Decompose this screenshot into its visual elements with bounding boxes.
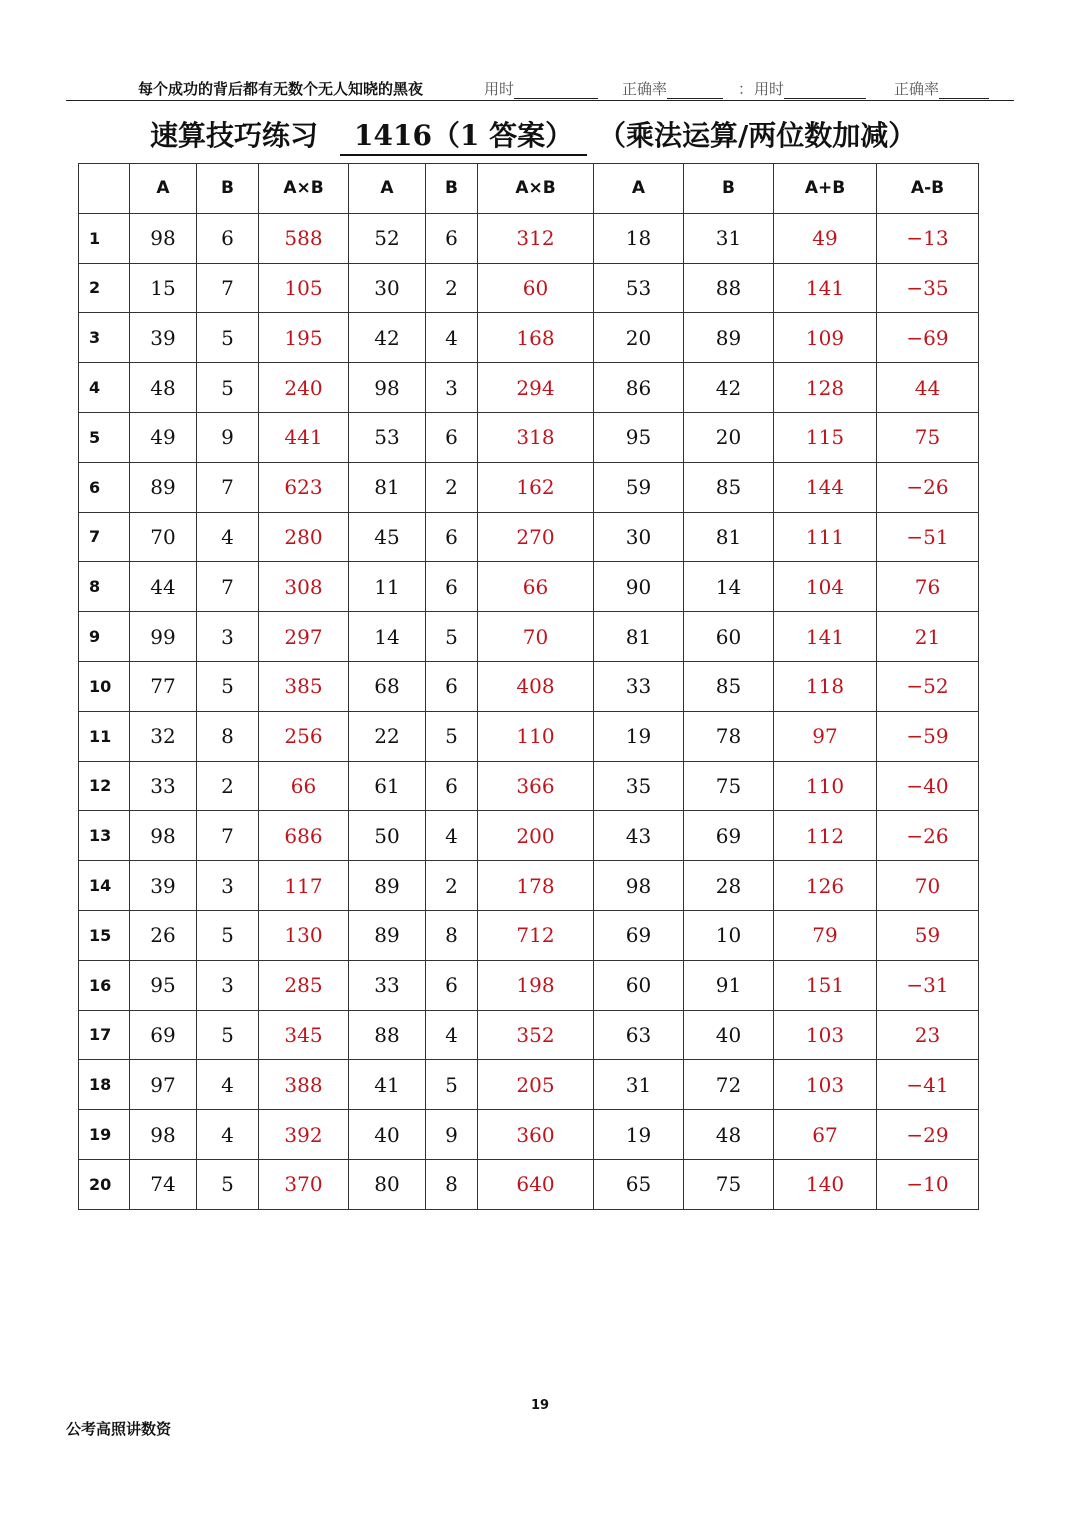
table-row [79, 910, 979, 960]
answer-cell: 66 [259, 761, 349, 811]
answer-cell: 318 [478, 412, 594, 462]
operand-cell: 98 [349, 363, 426, 413]
operand-cell: 7 [197, 811, 259, 861]
answer-cell: 366 [478, 761, 594, 811]
operand-cell: 4 [197, 512, 259, 562]
table-row [79, 960, 979, 1010]
answer-cell: 285 [259, 960, 349, 1010]
operand-cell: 60 [684, 612, 774, 662]
title-number: 1416（1 答案） [340, 114, 587, 156]
accuracy-blank-1[interactable] [667, 84, 723, 99]
operand-cell: 19 [594, 711, 684, 761]
operand-cell: 11 [349, 562, 426, 612]
accuracy-blank-2[interactable] [939, 84, 989, 99]
header-motto: 每个成功的背后都有无数个无人知晓的黑夜 [138, 80, 424, 98]
operand-cell: 3 [426, 363, 478, 413]
answer-cell: −31 [877, 960, 979, 1010]
operand-cell: 33 [130, 761, 197, 811]
time-field-1 [484, 78, 598, 99]
operand-cell: 5 [426, 1060, 478, 1110]
accuracy-field-1 [622, 78, 723, 99]
operand-cell: 59 [594, 462, 684, 512]
answer-cell: 360 [478, 1110, 594, 1160]
operand-cell: 86 [594, 363, 684, 413]
table-row [79, 661, 979, 711]
operand-cell: 69 [684, 811, 774, 861]
row-number: 8 [79, 562, 130, 612]
operand-cell: 14 [684, 562, 774, 612]
operand-cell: 42 [349, 313, 426, 363]
table-row [79, 811, 979, 861]
accuracy-label-1: 正确率 [622, 80, 668, 98]
answer-cell: 128 [774, 363, 877, 413]
operand-cell: 6 [426, 412, 478, 462]
operand-cell: 77 [130, 661, 197, 711]
operand-cell: 5 [197, 1010, 259, 1060]
row-number: 10 [79, 661, 130, 711]
table-row [79, 1060, 979, 1110]
operand-cell: 74 [130, 1159, 197, 1209]
operand-cell: 4 [197, 1110, 259, 1160]
answer-cell: −69 [877, 313, 979, 363]
table-row [79, 562, 979, 612]
operand-cell: 5 [197, 363, 259, 413]
operand-cell: 81 [594, 612, 684, 662]
answer-cell: 195 [259, 313, 349, 363]
operand-cell: 69 [130, 1010, 197, 1060]
operand-cell: 5 [197, 910, 259, 960]
operand-cell: 98 [594, 861, 684, 911]
operand-cell: 41 [349, 1060, 426, 1110]
answer-cell: 352 [478, 1010, 594, 1060]
operand-cell: 39 [130, 313, 197, 363]
answer-cell: 256 [259, 711, 349, 761]
row-number: 20 [79, 1159, 130, 1209]
table-body [79, 213, 979, 1209]
operand-cell: 48 [684, 1110, 774, 1160]
answer-cell: 140 [774, 1159, 877, 1209]
answer-cell: 21 [877, 612, 979, 662]
page-header [66, 76, 1014, 101]
operand-cell: 2 [426, 462, 478, 512]
answer-cell: 270 [478, 512, 594, 562]
column-header: A [349, 164, 426, 214]
operand-cell: 89 [349, 910, 426, 960]
answer-cell: 178 [478, 861, 594, 911]
operand-cell: 4 [197, 1060, 259, 1110]
table-row [79, 1159, 979, 1209]
operand-cell: 98 [130, 213, 197, 263]
operand-cell: 19 [594, 1110, 684, 1160]
answer-cell: 70 [877, 861, 979, 911]
answer-cell: 79 [774, 910, 877, 960]
answer-cell: 168 [478, 313, 594, 363]
operand-cell: 35 [594, 761, 684, 811]
operand-cell: 3 [197, 960, 259, 1010]
answer-cell: 126 [774, 861, 877, 911]
operand-cell: 2 [197, 761, 259, 811]
answer-cell: 392 [259, 1110, 349, 1160]
answer-cell: 408 [478, 661, 594, 711]
operand-cell: 81 [349, 462, 426, 512]
row-number: 12 [79, 761, 130, 811]
operand-cell: 8 [426, 1159, 478, 1209]
row-number: 14 [79, 861, 130, 911]
table-row [79, 462, 979, 512]
operand-cell: 88 [349, 1010, 426, 1060]
column-header: A×B [478, 164, 594, 214]
operand-cell: 40 [349, 1110, 426, 1160]
column-header: B [197, 164, 259, 214]
column-header: B [684, 164, 774, 214]
operand-cell: 26 [130, 910, 197, 960]
operand-cell: 70 [130, 512, 197, 562]
answer-cell: 104 [774, 562, 877, 612]
operand-cell: 39 [130, 861, 197, 911]
operand-cell: 45 [349, 512, 426, 562]
row-number: 16 [79, 960, 130, 1010]
operand-cell: 28 [684, 861, 774, 911]
operand-cell: 61 [349, 761, 426, 811]
answer-cell: 198 [478, 960, 594, 1010]
answer-cell: 388 [259, 1060, 349, 1110]
operand-cell: 30 [594, 512, 684, 562]
operand-cell: 75 [684, 1159, 774, 1209]
answer-cell: 117 [259, 861, 349, 911]
answer-cell: 294 [478, 363, 594, 413]
title-subtitle: （乘法运算/两位数加减） [598, 119, 917, 152]
table-row [79, 612, 979, 662]
accuracy-label-2: 正确率 [894, 80, 940, 98]
operand-cell: 40 [684, 1010, 774, 1060]
operand-cell: 80 [349, 1159, 426, 1209]
column-header: A [130, 164, 197, 214]
page-title [150, 110, 950, 154]
operand-cell: 85 [684, 462, 774, 512]
operand-cell: 8 [197, 711, 259, 761]
operand-cell: 14 [349, 612, 426, 662]
operand-cell: 7 [197, 562, 259, 612]
operand-cell: 3 [197, 612, 259, 662]
table-row [79, 363, 979, 413]
row-number: 1 [79, 213, 130, 263]
operand-cell: 6 [426, 661, 478, 711]
separator: ： [738, 80, 754, 98]
row-number: 19 [79, 1110, 130, 1160]
table-row [79, 1010, 979, 1060]
answer-cell: −10 [877, 1159, 979, 1209]
answer-cell: 370 [259, 1159, 349, 1209]
answer-cell: 640 [478, 1159, 594, 1209]
operand-cell: 32 [130, 711, 197, 761]
answer-cell: 105 [259, 263, 349, 313]
operand-cell: 8 [426, 910, 478, 960]
answer-cell: 59 [877, 910, 979, 960]
operand-cell: 9 [426, 1110, 478, 1160]
operand-cell: 53 [349, 412, 426, 462]
table-header-row [79, 164, 979, 214]
answer-cell: −29 [877, 1110, 979, 1160]
answer-cell: 240 [259, 363, 349, 413]
operand-cell: 99 [130, 612, 197, 662]
operand-cell: 52 [349, 213, 426, 263]
answer-cell: 686 [259, 811, 349, 861]
operand-cell: 30 [349, 263, 426, 313]
operand-cell: 31 [684, 213, 774, 263]
operand-cell: 5 [426, 612, 478, 662]
answer-cell: 141 [774, 263, 877, 313]
operand-cell: 98 [130, 1110, 197, 1160]
answer-cell: −13 [877, 213, 979, 263]
answer-cell: −26 [877, 462, 979, 512]
accuracy-field-2 [894, 78, 989, 99]
answer-cell: −40 [877, 761, 979, 811]
table-row [79, 861, 979, 911]
answer-cell: 345 [259, 1010, 349, 1060]
answer-cell: −35 [877, 263, 979, 313]
time-blank-2[interactable] [784, 84, 866, 99]
answer-cell: −51 [877, 512, 979, 562]
table-row [79, 263, 979, 313]
answer-cell: 441 [259, 412, 349, 462]
column-header: A [594, 164, 684, 214]
row-number: 13 [79, 811, 130, 861]
operand-cell: 2 [426, 263, 478, 313]
footer-text: 公考高照讲数资 [66, 1420, 172, 1438]
operand-cell: 65 [594, 1159, 684, 1209]
answer-cell: 76 [877, 562, 979, 612]
operand-cell: 68 [349, 661, 426, 711]
operand-cell: 72 [684, 1060, 774, 1110]
answer-cell: −59 [877, 711, 979, 761]
operand-cell: 48 [130, 363, 197, 413]
operand-cell: 5 [197, 313, 259, 363]
operand-cell: 7 [197, 263, 259, 313]
operand-cell: 95 [594, 412, 684, 462]
answer-cell: 110 [774, 761, 877, 811]
answer-cell: 60 [478, 263, 594, 313]
operand-cell: 6 [197, 213, 259, 263]
answer-cell: 103 [774, 1060, 877, 1110]
operand-cell: 6 [426, 761, 478, 811]
answer-cell: 162 [478, 462, 594, 512]
operand-cell: 20 [684, 412, 774, 462]
answer-cell: 44 [877, 363, 979, 413]
operand-cell: 98 [130, 811, 197, 861]
operand-cell: 5 [197, 1159, 259, 1209]
operand-cell: 89 [349, 861, 426, 911]
row-number: 9 [79, 612, 130, 662]
operand-cell: 5 [197, 661, 259, 711]
operand-cell: 49 [130, 412, 197, 462]
answer-cell: 130 [259, 910, 349, 960]
table-row [79, 412, 979, 462]
operand-cell: 15 [130, 263, 197, 313]
answer-cell: 588 [259, 213, 349, 263]
row-number: 2 [79, 263, 130, 313]
answer-cell: 112 [774, 811, 877, 861]
column-header [79, 164, 130, 214]
table-row [79, 313, 979, 363]
table-row [79, 761, 979, 811]
operand-cell: 5 [426, 711, 478, 761]
answer-cell: 280 [259, 512, 349, 562]
operand-cell: 9 [197, 412, 259, 462]
operand-cell: 89 [684, 313, 774, 363]
answer-cell: 141 [774, 612, 877, 662]
table-row [79, 1110, 979, 1160]
operand-cell: 88 [684, 263, 774, 313]
column-header: A+B [774, 164, 877, 214]
time-blank-1[interactable] [514, 84, 598, 99]
title-main: 速算技巧练习 [150, 119, 319, 152]
operand-cell: 4 [426, 811, 478, 861]
operand-cell: 31 [594, 1060, 684, 1110]
table-row [79, 213, 979, 263]
operand-cell: 85 [684, 661, 774, 711]
answer-cell: 297 [259, 612, 349, 662]
time-field-2 [754, 78, 866, 99]
answer-cell: 200 [478, 811, 594, 861]
answer-cell: 118 [774, 661, 877, 711]
operand-cell: 7 [197, 462, 259, 512]
answer-cell: 151 [774, 960, 877, 1010]
operand-cell: 6 [426, 512, 478, 562]
answer-cell: 144 [774, 462, 877, 512]
answer-cell: 75 [877, 412, 979, 462]
operand-cell: 50 [349, 811, 426, 861]
operand-cell: 2 [426, 861, 478, 911]
operand-cell: 6 [426, 213, 478, 263]
answer-cell: 49 [774, 213, 877, 263]
operand-cell: 95 [130, 960, 197, 1010]
answer-cell: 97 [774, 711, 877, 761]
operand-cell: 4 [426, 1010, 478, 1060]
column-header: B [426, 164, 478, 214]
answer-cell: 308 [259, 562, 349, 612]
column-header: A-B [877, 164, 979, 214]
operand-cell: 97 [130, 1060, 197, 1110]
operand-cell: 69 [594, 910, 684, 960]
answer-cell: 312 [478, 213, 594, 263]
operand-cell: 63 [594, 1010, 684, 1060]
answer-cell: 103 [774, 1010, 877, 1060]
row-number: 15 [79, 910, 130, 960]
operand-cell: 44 [130, 562, 197, 612]
answer-cell: −52 [877, 661, 979, 711]
row-number: 6 [79, 462, 130, 512]
row-number: 18 [79, 1060, 130, 1110]
column-header: A×B [259, 164, 349, 214]
answer-cell: 385 [259, 661, 349, 711]
operand-cell: 53 [594, 263, 684, 313]
operand-cell: 22 [349, 711, 426, 761]
row-number: 17 [79, 1010, 130, 1060]
practice-table [78, 163, 979, 1210]
operand-cell: 90 [594, 562, 684, 612]
operand-cell: 3 [197, 861, 259, 911]
answer-cell: 111 [774, 512, 877, 562]
answer-cell: 623 [259, 462, 349, 512]
operand-cell: 10 [684, 910, 774, 960]
table-row [79, 711, 979, 761]
answer-cell: 205 [478, 1060, 594, 1110]
time-label-1: 用时 [484, 80, 515, 98]
answer-cell: 67 [774, 1110, 877, 1160]
operand-cell: 81 [684, 512, 774, 562]
time-label-2: 用时 [754, 80, 785, 98]
page-number: 19 [530, 1398, 550, 1413]
operand-cell: 20 [594, 313, 684, 363]
answer-cell: −26 [877, 811, 979, 861]
operand-cell: 75 [684, 761, 774, 811]
answer-cell: 66 [478, 562, 594, 612]
row-number: 4 [79, 363, 130, 413]
operand-cell: 33 [349, 960, 426, 1010]
operand-cell: 89 [130, 462, 197, 512]
answer-cell: 712 [478, 910, 594, 960]
row-number: 11 [79, 711, 130, 761]
operand-cell: 33 [594, 661, 684, 711]
operand-cell: 4 [426, 313, 478, 363]
answer-cell: 70 [478, 612, 594, 662]
row-number: 3 [79, 313, 130, 363]
operand-cell: 78 [684, 711, 774, 761]
answer-cell: 110 [478, 711, 594, 761]
operand-cell: 60 [594, 960, 684, 1010]
answer-cell: 115 [774, 412, 877, 462]
operand-cell: 42 [684, 363, 774, 413]
row-number: 7 [79, 512, 130, 562]
operand-cell: 91 [684, 960, 774, 1010]
operand-cell: 18 [594, 213, 684, 263]
answer-cell: 23 [877, 1010, 979, 1060]
row-number: 5 [79, 412, 130, 462]
answer-cell: −41 [877, 1060, 979, 1110]
operand-cell: 43 [594, 811, 684, 861]
operand-cell: 6 [426, 562, 478, 612]
answer-cell: 109 [774, 313, 877, 363]
operand-cell: 6 [426, 960, 478, 1010]
table-row [79, 512, 979, 562]
